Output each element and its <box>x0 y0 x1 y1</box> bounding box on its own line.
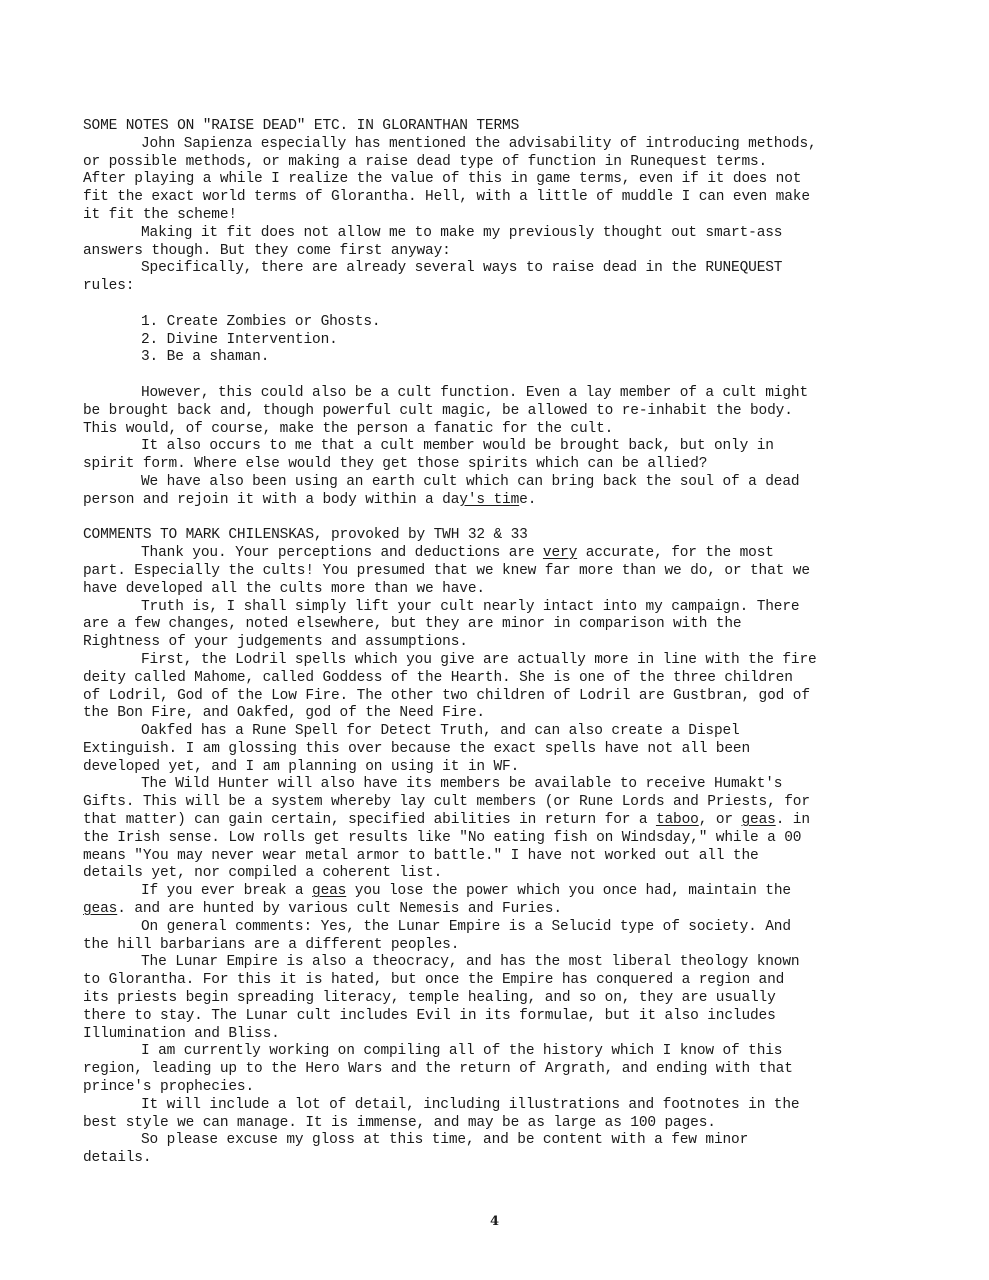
list-item: 3. Be a shaman. <box>141 349 270 366</box>
text-line: part. Especially the cults! You presumed that we knew far more than we do, or that we <box>83 562 810 579</box>
text-line: are a few changes, noted elsewhere, but they are minor in comparison with the <box>83 616 742 633</box>
text-line: John Sapienza especially has mentioned the advisability of introducing methods, <box>141 135 817 152</box>
text-line: means "You may never wear metal armor to battle." I have not worked out all the <box>83 847 759 864</box>
text-line: best style we can manage. It is immense, and may be as large as 100 pages. <box>83 1114 716 1131</box>
text-line: Illumination and Bliss. <box>83 1025 280 1042</box>
text-line: After playing a while I realize the value of this in game terms, even if it does not <box>83 171 802 188</box>
text-line: It will include a lot of detail, including illustrations and footnotes in the <box>141 1096 800 1113</box>
text-line: Rightness of your judgements and assumptions. <box>83 634 468 651</box>
text-line: rules: <box>83 278 135 295</box>
text-line: The Wild Hunter will also have its members be available to receive Humakt's <box>141 776 783 793</box>
text-line: Extinguish. I am glossing this over because the exact spells have not all been <box>83 740 751 757</box>
text-line: answers though. But they come first anyway: <box>83 242 451 259</box>
text-line: its priests begin spreading literacy, temple healing, and so on, they are usually <box>83 990 776 1007</box>
text-line: If you ever break a geas you lose the power which you once had, maintain the <box>141 883 791 900</box>
text-line: geas. and are hunted by various cult Nemesis and Furies. <box>83 901 562 918</box>
text-line: that matter) can gain certain, specified abilities in return for a taboo, or geas. in <box>83 812 810 829</box>
page-number: 4 <box>489 1214 500 1229</box>
list-item: 2. Divine Intervention. <box>141 331 338 348</box>
text-line: prince's prophecies. <box>83 1079 255 1096</box>
section-heading: SOME NOTES ON "RAISE DEAD" ETC. IN GLORANTHAN TERMS <box>83 118 520 134</box>
text-line: The Lunar Empire is also a theocracy, and has the most liberal theology known <box>141 954 800 971</box>
text-line: Oakfed has a Rune Spell for Detect Truth, and can also create a Dispel <box>141 723 740 740</box>
text-line: Thank you. Your perceptions and deductions are very accurate, for the most <box>141 545 774 562</box>
underlined-text: geas <box>312 883 347 900</box>
text-line: However, this could also be a cult function. Even a lay member of a cult might <box>141 384 809 401</box>
text-line: details yet, nor compiled a coherent list. <box>83 865 443 882</box>
document-page <box>83 118 933 1168</box>
text-line: there to stay. The Lunar cult includes Evil in its formulae, but it also includes <box>83 1007 776 1024</box>
text-line: We have also been using an earth cult which can bring back the soul of a dead <box>141 473 800 490</box>
text-line: developed yet, and I am planning on using it in WF. <box>83 758 520 775</box>
text-line: spirit form. Where else would they get those spirits which can be allied? <box>83 456 708 473</box>
text-line: Truth is, I shall simply lift your cult nearly intact into my campaign. There <box>141 598 800 615</box>
text-line: details. <box>83 1150 152 1167</box>
text-line: the Irish sense. Low rolls get results like "No eating fish on Windsday," while a 00 <box>83 829 802 846</box>
underlined-text: geas <box>83 901 118 918</box>
text-line: the hill barbarians are a different peoples. <box>83 936 460 953</box>
text-line: be brought back and, though powerful cult magic, be allowed to re-inhabit the body. <box>83 402 793 419</box>
text-line: So please excuse my gloss at this time, and be content with a few minor <box>141 1132 749 1149</box>
text-line: Making it fit does not allow me to make my previously thought out smart-ass <box>141 224 783 241</box>
underlined-text: geas <box>741 812 776 829</box>
text-line: have developed all the cults more than we have. <box>83 580 485 597</box>
text-line: Specifically, there are already several ways to raise dead in the RUNEQUEST <box>141 260 783 277</box>
text-line: or possible methods, or making a raise dead type of function in Runequest terms. <box>83 153 768 170</box>
text-line: the Bon Fire, and Oakfed, god of the Need Fire. <box>83 705 485 722</box>
text-line: fit the exact world terms of Glorantha. Hell, with a little of muddle I can even make <box>83 189 810 206</box>
text-line: deity called Mahome, called Goddess of the Hearth. She is one of the three children <box>83 669 793 686</box>
text-line: This would, of course, make the person a fanatic for the cult. <box>83 420 614 437</box>
text-line: On general comments: Yes, the Lunar Empire is a Selucid type of society. And <box>141 918 791 935</box>
text-line: It also occurs to me that a cult member would be brought back, but only in <box>141 438 774 455</box>
section-heading: COMMENTS TO MARK CHILENSKAS, provoked by TWH 32 & 33 <box>83 527 528 544</box>
text-line: First, the Lodril spells which you give are actually more in line with the fire <box>141 651 817 668</box>
text-line: it fit the scheme! <box>83 206 237 223</box>
underlined-text: y's tim <box>459 491 520 508</box>
text-line: to Glorantha. For this it is hated, but once the Empire has conquered a region and <box>83 972 785 989</box>
text-line: region, leading up to the Hero Wars and the return of Argrath, and ending with that <box>83 1061 793 1078</box>
list-item: 1. Create Zombies or Ghosts. <box>141 313 381 330</box>
underlined-text: very <box>542 545 578 562</box>
text-line: I am currently working on compiling all of the history which I know of this <box>141 1043 783 1060</box>
text-line: of Lodril, God of the Low Fire. The other two children of Lodril are Gustbran, god of <box>83 687 810 704</box>
text-line: person and rejoin it with a body within a day's time. <box>83 491 537 508</box>
text-line: Gifts. This will be a system whereby lay cult members (or Rune Lords and Priests, for <box>83 794 810 811</box>
underlined-text: taboo <box>655 812 699 829</box>
